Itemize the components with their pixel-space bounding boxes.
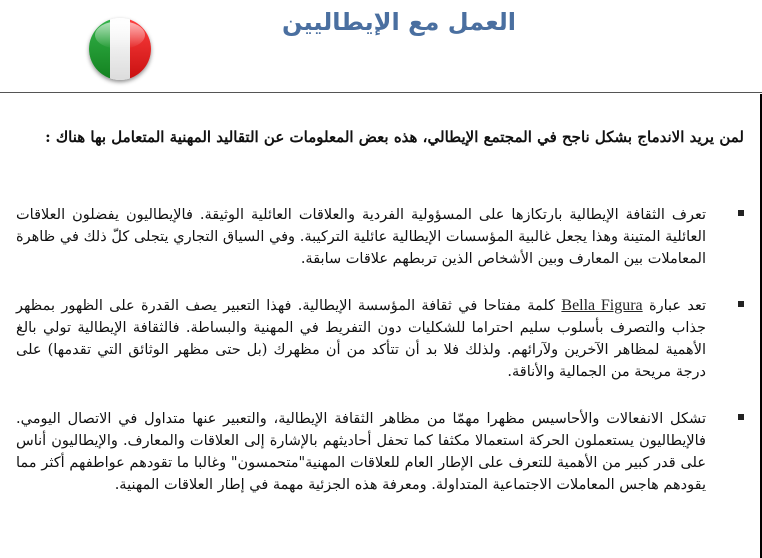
bella-figura-term: Bella Figura [561, 297, 643, 314]
italy-flag-icon [89, 18, 151, 80]
square-bullet-icon [738, 301, 744, 307]
document-body [0, 94, 762, 558]
intro-paragraph: لمن يريد الاندماج بشكل ناجح في المجتمع الإيطالي، هذه بعض المعلومات عن التقاليد المهنية المتعامل بها هناك : [45, 128, 744, 146]
bullet-text [16, 295, 706, 383]
list-item [16, 204, 744, 270]
page-title: العمل مع الإيطاليين [282, 8, 516, 36]
header-divider [0, 92, 762, 93]
flag-gloss [95, 21, 145, 49]
square-bullet-icon [738, 414, 744, 420]
list-item [16, 408, 744, 496]
square-bullet-icon [738, 210, 744, 216]
bullet-text: تشكل الانفعالات والأحاسيس مظهرا مهمّا من مظاهر الثقافة الإيطالية، والتعبير عنها متداول في الاتصال اليومي. فالإيطاليون يستعملون الحركة استعمالا مكثفا كما تحفل أحاديثهم بالإشارة إلى العلاقات والمعارف. والإيطاليون أناس على قدر كبير من الأهمية للتعرف على الإطار العام للعلاقات المهنية"متحمسون" وغالبا ما تقودهم عواطفهم أكثر مما يقودهم هاجس المعاملات الاجتماعية المتداولة. ومعرفة هذه الجزئية مهمة في إطار العلاقات المهنية. [16, 411, 706, 493]
bullet-text-after: كلمة مفتاحا في ثقافة المؤسسة الإيطالية. فهذا التعبير يصف القدرة على الظهور بمظهر جذاب والتصرف بأسلوب سليم احتراما للشكليات دون التفريط في المهنية والبساطة. فالثقافة الإيطالية تولي بالغ الأهمية لمظاهر الآخرين ولآرائهم. ولذلك فلا بد أن تتأكد من أن مظهرك (بل حتى مظهر الوثائق التي تقدمها) على درجة مريحة من الجمالية والأناقة. [16, 298, 706, 380]
page-header [0, 0, 762, 92]
list-item [16, 295, 744, 383]
bullet-text-before: تعد عبارة [648, 298, 706, 314]
bullet-text: تعرف الثقافة الإيطالية بارتكازها على المسؤولية الفردية والعلاقات العائلية الوثيقة. فالإيطاليون يفضلون العلاقات العائلية المتينة وهذا يجعل غالبية المؤسسات الإيطالية عائلية التركيبة. وفي السياق التجاري يتجلى كلّ ذلك في ظاهرة المعاملات بين المعارف وبين الأشخاص الذين تربطهم علاقات سابقة. [16, 207, 706, 267]
